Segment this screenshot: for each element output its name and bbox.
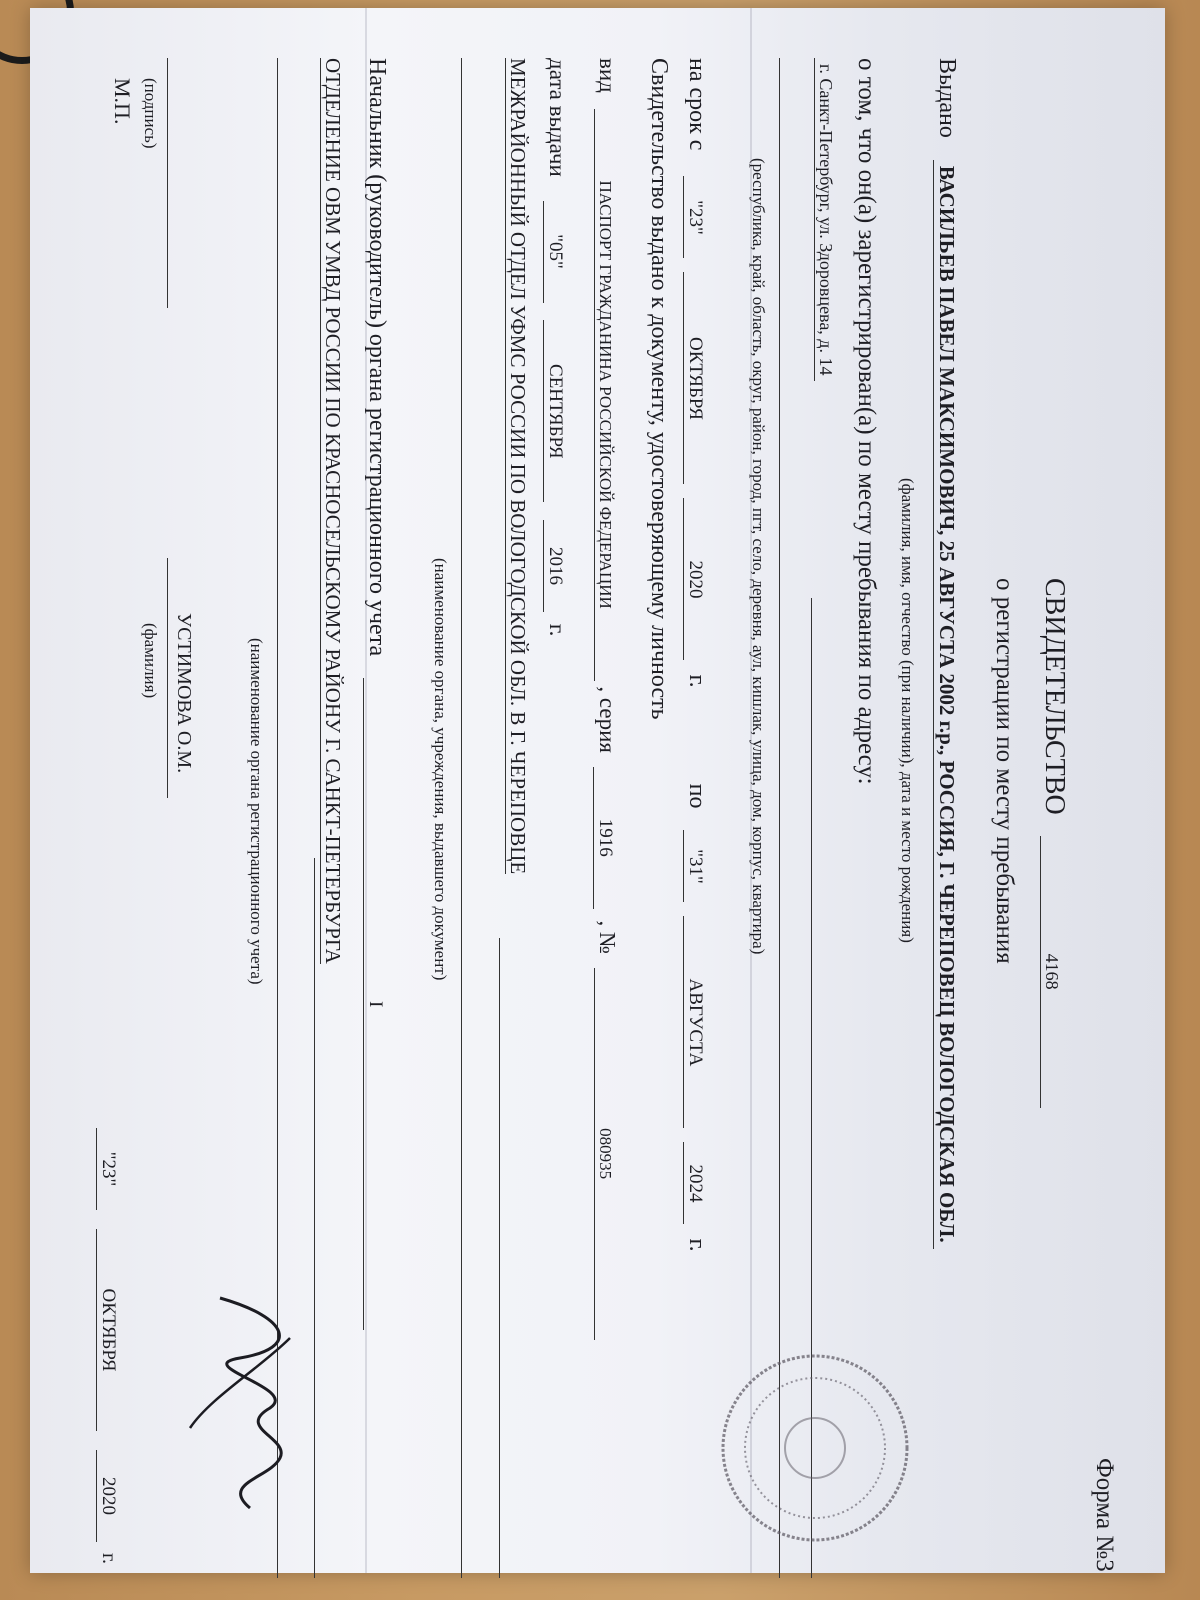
surname-rule xyxy=(167,558,168,798)
issue-day: "05" xyxy=(543,201,566,303)
registration-office: ОТДЕЛЕНИЕ ОВМ УМВД РОССИИ ПО КРАСНОСЕЛЬСКОМУ РАЙОНУ Г. САНКТ-ПЕТЕРБУРГА xyxy=(321,58,345,964)
office-line xyxy=(320,58,345,964)
authority-rule xyxy=(499,938,500,1578)
caption-surname: (фамилия) xyxy=(141,623,160,699)
period-to-day: "31" xyxy=(683,830,706,902)
period-label: на срок с xyxy=(684,58,710,151)
address: г. Санкт-Петербург, ул. Здоровцева, д. 14 xyxy=(814,58,836,381)
authority-rule-2 xyxy=(461,58,462,1578)
caption-office: (наименование органа регистрационного учета) xyxy=(247,638,266,985)
issued-label: Выдано xyxy=(934,58,960,138)
certificate-title: СВИДЕТЕЛЬСТВО xyxy=(1039,578,1070,815)
doc-number: 080935 xyxy=(594,968,615,1340)
caption-address: (республика, край, область, округ, район, город, пгт, село, деревня, аул, кишлак, улица, дом, корпус, квартира) xyxy=(749,158,768,955)
issuing-authority: МЕЖРАЙОННЫЙ ОТДЕЛ УФМС РОССИИ ПО ВОЛОГОДСКОЙ ОБЛ. В Г. ЧЕРЕПОВЦЕ xyxy=(506,58,530,875)
period-from-day: "23" xyxy=(683,176,706,258)
period-line xyxy=(683,58,710,1252)
issue-date-label: дата выдачи xyxy=(545,58,570,177)
head-label: Начальник (руководитель) органа регистрационного учета xyxy=(364,58,390,657)
sign-g: г. xyxy=(98,1553,120,1564)
period-to-label: по xyxy=(684,783,710,809)
period-g2: г. xyxy=(684,1238,710,1252)
certificate-number: 4168 xyxy=(1040,836,1062,1108)
signer: УСТИМОВА О.М. xyxy=(173,613,195,774)
certificate-subtitle: о регистрации по месту пребывания xyxy=(991,578,1018,964)
period-to-year: 2024 xyxy=(683,1142,706,1224)
sign-year: 2020 xyxy=(96,1450,119,1542)
official-stamp xyxy=(715,1348,915,1548)
address-line xyxy=(814,58,840,381)
caption-authority: (наименование органа, учреждения, выдавшего документ) xyxy=(431,558,450,981)
handwritten-signature xyxy=(170,1278,330,1528)
period-from-year: 2020 xyxy=(683,498,706,660)
sign-month: ОКТЯБРЯ xyxy=(96,1229,119,1431)
form-number: Форма №3 xyxy=(1091,1458,1118,1572)
doc-number-label: , № xyxy=(595,920,620,954)
authority-line xyxy=(505,58,530,874)
period-g1: г. xyxy=(684,674,710,688)
caption-name: (фамилия, имя, отчество (при наличии), дата и место рождения) xyxy=(898,478,917,943)
registered-text: о том, что он(а) зарегистрирован(а) по месту пребывания по адресу: xyxy=(853,58,880,785)
doc-type: ПАСПОРТ ГРАЖДАНИНА РОССИЙСКОЙ ФЕДЕРАЦИИ xyxy=(594,109,615,681)
signature-rule xyxy=(167,58,168,308)
period-from-month: ОКТЯБРЯ xyxy=(683,272,706,484)
period-to-month: АВГУСТА xyxy=(683,916,706,1128)
certificate-sheet xyxy=(30,8,1165,1573)
sign-day: "23" xyxy=(96,1128,119,1210)
issue-month: СЕНТЯБРЯ xyxy=(543,320,566,502)
issued-to: ВАСИЛЬЕВ ПАВЕЛ МАКСИМОВИЧ, 25 АВГУСТА 2002 г.р., РОССИЯ, Г. ЧЕРЕПОВЕЦ ВОЛОГОДСКАЯ ОБЛ. xyxy=(933,160,959,1249)
caption-signature: (подпись) xyxy=(141,78,160,149)
sign-date-line xyxy=(96,1128,120,1564)
issue-g: г. xyxy=(545,623,570,637)
issued-line xyxy=(933,58,960,1249)
document-text: Свидетельство выдано к документу, удостоверяющему личность xyxy=(646,58,672,720)
issue-year: 2016 xyxy=(543,520,566,612)
document-line xyxy=(593,58,620,1340)
doc-series: 1916 xyxy=(593,767,616,909)
stamp-place: М.П. xyxy=(110,78,135,125)
head-line xyxy=(363,58,390,1330)
series-label: , серия xyxy=(595,686,620,753)
head-mark: I xyxy=(363,678,386,1330)
issue-date-line xyxy=(543,58,570,636)
certificate-content xyxy=(50,38,1130,1578)
title-line xyxy=(1038,578,1070,1108)
doc-type-label: вид xyxy=(595,58,620,93)
